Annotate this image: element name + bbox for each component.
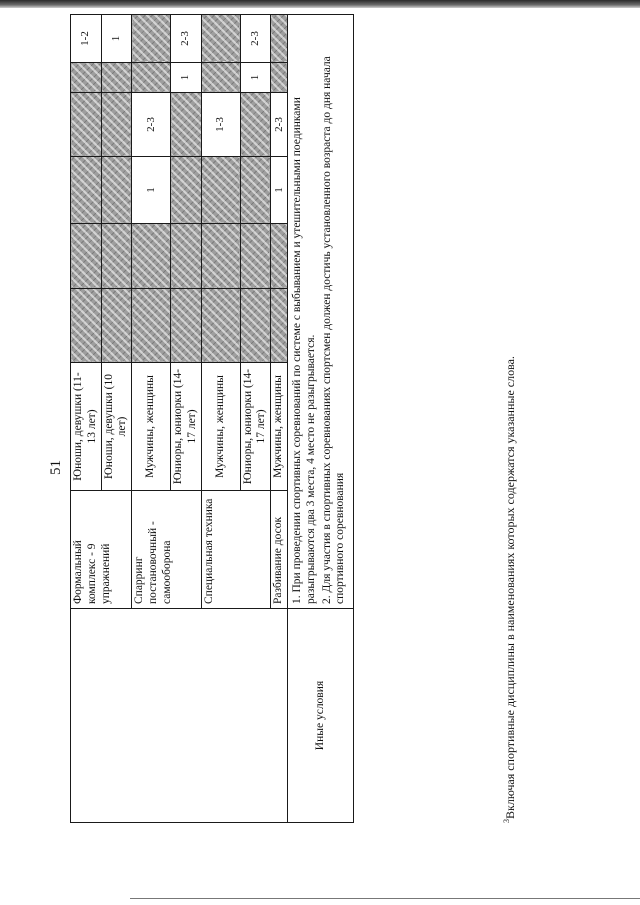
shaded-cell — [101, 224, 132, 289]
place-value: 1 — [101, 15, 132, 63]
shaded-cell — [201, 157, 240, 224]
group-cell: Мужчины, женщины — [132, 363, 171, 491]
shaded-cell — [171, 224, 202, 289]
blank-cell — [71, 609, 288, 823]
shaded-cell — [171, 93, 202, 157]
shaded-cell — [240, 289, 271, 363]
group-cell: Юноши, девушки (10 лет) — [101, 363, 132, 491]
place-value: 1-2 — [71, 15, 102, 63]
place-value: 1-3 — [201, 93, 240, 157]
other-conditions-row — [288, 15, 354, 823]
place-value: 1 — [271, 157, 288, 224]
competition-table — [70, 14, 354, 823]
shaded-cell — [201, 224, 240, 289]
shaded-cell — [171, 289, 202, 363]
discipline-cell: Разбивание досок — [271, 491, 288, 609]
discipline-cell: Спарринг постановочный - самооборона — [132, 491, 202, 609]
shaded-cell — [101, 93, 132, 157]
place-value: 2-3 — [171, 15, 202, 63]
table-row — [71, 15, 102, 823]
shaded-cell — [71, 93, 102, 157]
footnote-marker: 3 — [502, 819, 511, 823]
place-value: 2-3 — [271, 93, 288, 157]
shaded-cell — [201, 15, 240, 63]
shaded-cell — [132, 63, 171, 93]
place-value: 1 — [240, 63, 271, 93]
shaded-cell — [71, 224, 102, 289]
shaded-cell — [240, 157, 271, 224]
discipline-cell: Формальный комплекс - 9 упражнений — [71, 491, 132, 609]
shaded-cell — [171, 157, 202, 224]
other-conditions-text — [288, 15, 354, 609]
other-conditions-label: Иные условия — [288, 609, 354, 823]
place-value: 1 — [171, 63, 202, 93]
shaded-cell — [271, 289, 288, 363]
shaded-cell — [271, 63, 288, 93]
group-cell: Юниоры, юниорки (14-17 лет) — [240, 363, 271, 491]
shaded-cell — [132, 224, 171, 289]
shaded-cell — [132, 289, 171, 363]
shaded-cell — [101, 289, 132, 363]
place-value: 1 — [132, 157, 171, 224]
shaded-cell — [132, 15, 171, 63]
page-number: 51 — [48, 460, 64, 475]
shaded-cell — [201, 63, 240, 93]
shaded-cell — [240, 93, 271, 157]
shaded-cell — [71, 157, 102, 224]
shaded-cell — [271, 15, 288, 63]
discipline-cell: Специальная техника — [201, 491, 271, 609]
shaded-cell — [71, 289, 102, 363]
group-cell: Мужчины, женщины — [201, 363, 240, 491]
footnote-text: Включая спортивные дисциплины в наименованиях которых содержатся указанные слова. — [503, 356, 517, 819]
place-value: 2-3 — [132, 93, 171, 157]
shaded-cell — [201, 289, 240, 363]
group-cell: Мужчины, женщины — [271, 363, 288, 491]
shaded-cell — [271, 224, 288, 289]
group-cell: Юноши, девушки (11-13 лет) — [71, 363, 102, 491]
place-value: 2-3 — [240, 15, 271, 63]
shaded-cell — [101, 63, 132, 93]
condition-note-2: 2. Для участия в спортивных соревнованиях спортсмен должен достичь установленного возраста до дня начала спортивного соревнования — [320, 56, 347, 604]
group-cell: Юниоры, юниорки (14-17 лет) — [171, 363, 202, 491]
footnote — [502, 356, 518, 823]
shaded-cell — [101, 157, 132, 224]
condition-note-1: 1. При проведении спортивных соревнований по системе с выбыванием и утешительными поединками разыгрываются два 3 места, 4 место не разыгрывается. — [291, 97, 317, 604]
shaded-cell — [240, 224, 271, 289]
shaded-cell — [71, 63, 102, 93]
